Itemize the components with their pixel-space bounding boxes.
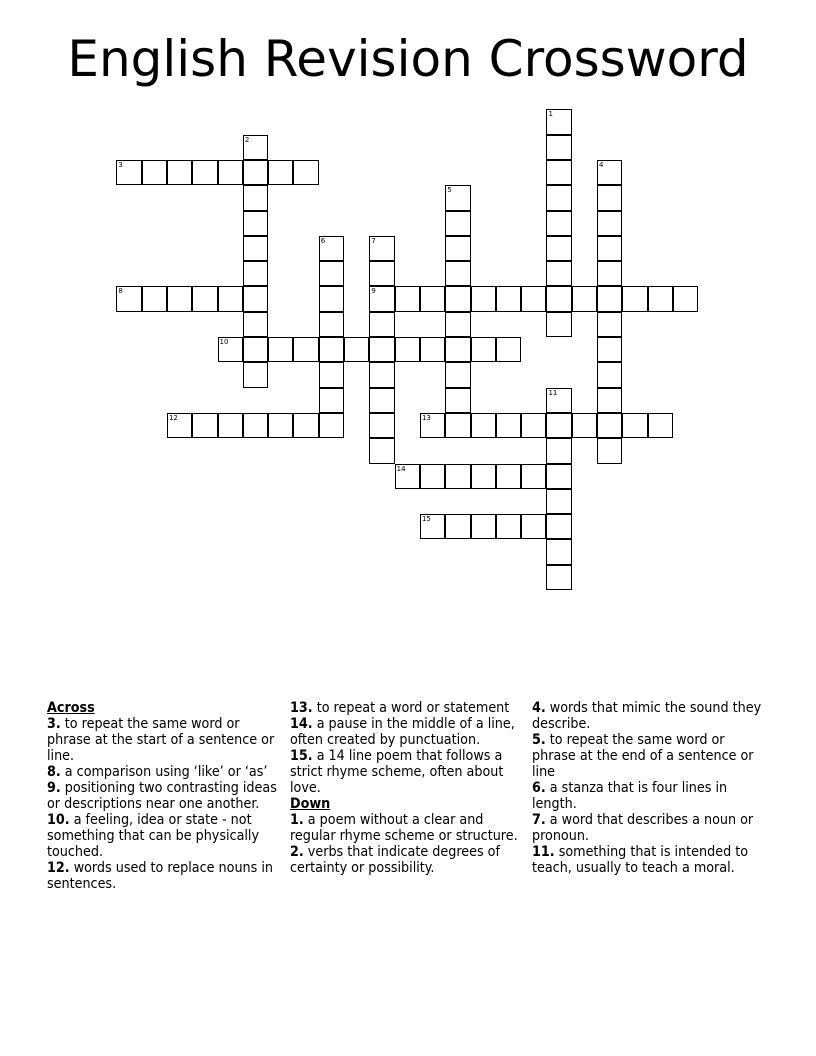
grid-cell[interactable] [319,413,344,438]
grid-cell[interactable] [546,565,571,590]
grid-cell[interactable] [243,286,268,311]
clue-number: 10. [47,812,70,828]
clue-number: 8. [47,764,61,780]
clue-number: 7. [532,812,546,828]
grid-cell[interactable] [572,413,597,438]
grid-cell[interactable] [445,413,470,438]
grid-cell[interactable] [546,438,571,463]
down-header: Down [290,796,331,812]
clue-text: words that mimic the sound they describe. [532,700,762,732]
clue-text: something that is intended to teach, usually to teach a moral. [532,844,749,876]
clue-number: 6. [532,780,546,796]
across-clue [290,700,522,716]
grid-cell[interactable] [546,211,571,236]
grid-cell[interactable] [344,337,369,362]
grid-cell[interactable] [546,312,571,337]
cell-number: 12 [168,413,178,422]
grid-cell[interactable] [546,539,571,564]
across-header: Across [47,700,95,716]
grid-cell[interactable] [369,286,394,311]
clues-column-1 [47,700,279,892]
grid-cell[interactable] [445,185,470,210]
grid-cell[interactable] [521,413,546,438]
grid-cell[interactable] [167,286,192,311]
grid-cell[interactable] [471,286,496,311]
grid-cell[interactable] [369,413,394,438]
page-title: English Revision Crossword [67,30,749,88]
across-clue [47,764,279,780]
grid-cell[interactable] [471,337,496,362]
grid-cell[interactable] [496,464,521,489]
across-clue [47,780,279,812]
grid-cell[interactable] [445,286,470,311]
grid-cell[interactable] [546,514,571,539]
grid-cell[interactable] [395,286,420,311]
grid-cell[interactable] [597,211,622,236]
across-clue [290,748,522,796]
clue-number: 12. [47,860,70,876]
clue-text: to repeat a word or statement [316,700,510,716]
grid-cell[interactable] [597,286,622,311]
clue-text: a comparison using ‘like’ or ‘as’ [64,764,268,780]
clue-text: a pause in the middle of a line, often created by punctuation. [290,716,515,748]
clue-text: to repeat the same word or phrase at the start of a sentence or line. [47,716,275,764]
grid-cell[interactable] [471,413,496,438]
grid-cell[interactable] [268,160,293,185]
grid-cell[interactable] [445,362,470,387]
grid-cell[interactable] [243,236,268,261]
cell-number: 9 [371,287,376,296]
grid-cell[interactable] [445,514,470,539]
cell-number: 11 [548,388,558,397]
clue-text: words used to replace nouns in sentences. [47,860,273,892]
down-clue [532,812,772,844]
grid-cell[interactable] [218,413,243,438]
grid-cell[interactable] [420,514,445,539]
grid-cell[interactable] [521,514,546,539]
clue-number: 15. [290,748,313,764]
grid-cell[interactable] [546,388,571,413]
cell-number: 2 [244,135,250,144]
grid-cell[interactable] [369,388,394,413]
grid-cell[interactable] [293,413,318,438]
grid-cell[interactable] [546,236,571,261]
grid-cell[interactable] [243,337,268,362]
grid-cell[interactable] [192,160,217,185]
across-clue [47,860,279,892]
clue-text: a word that describes a noun or pronoun. [532,812,754,844]
grid-cell[interactable] [268,337,293,362]
grid-cell[interactable] [319,312,344,337]
grid-cell[interactable] [319,362,344,387]
cell-number: 8 [118,287,123,296]
grid-cell[interactable] [546,413,571,438]
grid-cell[interactable] [218,160,243,185]
grid-cell[interactable] [546,286,571,311]
down-clue [290,844,522,876]
cell-number: 1 [548,110,553,119]
cell-number: 7 [371,236,376,245]
grid-cell[interactable] [116,286,141,311]
grid-cell[interactable] [597,388,622,413]
grid-cell[interactable] [648,413,673,438]
grid-cell[interactable] [243,413,268,438]
grid-cell[interactable] [546,185,571,210]
cell-number: 3 [118,160,123,169]
grid-cell[interactable] [496,413,521,438]
grid-cell[interactable] [546,261,571,286]
grid-cell[interactable] [293,337,318,362]
grid-cell[interactable] [218,337,243,362]
clues-column-2 [290,700,522,876]
clue-text: positioning two contrasting ideas or descriptions near one another. [47,780,277,812]
grid-cell[interactable] [218,286,243,311]
grid-cell[interactable] [420,337,445,362]
cell-number: 5 [447,186,452,195]
grid-cell[interactable] [648,286,673,311]
clue-number: 14. [290,716,313,732]
grid-cell[interactable] [167,160,192,185]
clue-number: 1. [290,812,304,828]
cell-number: 13 [421,413,431,422]
clue-number: 5. [532,732,546,748]
grid-cell[interactable] [369,438,394,463]
grid-cell[interactable] [445,388,470,413]
grid-cell[interactable] [445,464,470,489]
grid-cell[interactable] [597,362,622,387]
grid-cell[interactable] [319,286,344,311]
grid-cell[interactable] [243,362,268,387]
clue-number: 2. [290,844,304,860]
clue-number: 13. [290,700,313,716]
grid-cell[interactable] [293,160,318,185]
grid-cell[interactable] [496,286,521,311]
grid-cell[interactable] [597,185,622,210]
grid-cell[interactable] [445,211,470,236]
grid-cell[interactable] [142,160,167,185]
grid-cell[interactable] [445,337,470,362]
grid-cell[interactable] [597,413,622,438]
grid-cell[interactable] [622,413,647,438]
grid-cell[interactable] [192,286,217,311]
clues-column-3 [532,700,772,876]
clue-number: 11. [532,844,555,860]
grid-cell[interactable] [243,160,268,185]
grid-cell[interactable] [243,185,268,210]
grid-cell[interactable] [546,464,571,489]
down-clue [290,812,522,844]
grid-cell[interactable] [445,261,470,286]
grid-cell[interactable] [167,413,192,438]
grid-cell[interactable] [597,160,622,185]
grid-cell[interactable] [597,438,622,463]
grid-cell[interactable] [471,514,496,539]
grid-cell[interactable] [546,109,571,134]
cell-number: 15 [421,515,431,524]
grid-cell[interactable] [445,312,470,337]
grid-cell[interactable] [243,312,268,337]
clue-number: 4. [532,700,546,716]
grid-cell[interactable] [243,135,268,160]
grid-cell[interactable] [521,464,546,489]
down-clue [532,732,772,780]
grid-cell[interactable] [319,337,344,362]
grid-cell[interactable] [673,286,698,311]
grid-cell[interactable] [597,236,622,261]
across-clue [47,716,279,764]
grid-cell[interactable] [369,236,394,261]
cell-number: 10 [219,338,229,347]
clue-text: a feeling, idea or state - not something that can be physically touched. [47,812,260,860]
grid-cell[interactable] [420,413,445,438]
clue-text: a poem without a clear and regular rhyme scheme or structure. [290,812,518,844]
down-clue [532,844,772,876]
across-clue [290,716,522,748]
grid-cell[interactable] [597,261,622,286]
clue-number: 9. [47,780,61,796]
grid-cell[interactable] [622,286,647,311]
grid-cell[interactable] [369,261,394,286]
cell-number: 4 [599,160,604,169]
down-clue [532,780,772,812]
grid-cell[interactable] [496,514,521,539]
clue-text: verbs that indicate degrees of certainty or possibility. [290,844,500,876]
grid-cell[interactable] [597,337,622,362]
clue-text: a 14 line poem that follows a strict rhyme scheme, often about love. [290,748,504,796]
grid-cell[interactable] [420,464,445,489]
clue-text: a stanza that is four lines in length. [532,780,728,812]
grid-cell[interactable] [319,388,344,413]
grid-cell[interactable] [496,337,521,362]
grid-cell[interactable] [546,135,571,160]
grid-cell[interactable] [546,489,571,514]
clue-text: to repeat the same word or phrase at the end of a sentence or line [532,732,754,780]
across-clue [47,812,279,860]
grid-cell[interactable] [597,312,622,337]
grid-cell[interactable] [319,236,344,261]
cell-number: 6 [320,236,326,245]
grid-cell[interactable] [369,362,394,387]
grid-cell[interactable] [243,211,268,236]
grid-cell[interactable] [369,312,394,337]
grid-cell[interactable] [521,286,546,311]
grid-cell[interactable] [546,160,571,185]
grid-cell[interactable] [420,286,445,311]
grid-cell[interactable] [369,337,394,362]
grid-cell[interactable] [445,236,470,261]
grid-cell[interactable] [395,337,420,362]
grid-cell[interactable] [471,464,496,489]
clue-number: 3. [47,716,61,732]
grid-cell[interactable] [572,286,597,311]
grid-cell[interactable] [116,160,141,185]
down-clue [532,700,772,732]
grid-cell[interactable] [243,261,268,286]
grid-cell[interactable] [142,286,167,311]
grid-cell[interactable] [319,261,344,286]
cell-number: 14 [396,464,406,473]
grid-cell[interactable] [192,413,217,438]
grid-cell[interactable] [268,413,293,438]
grid-cell[interactable] [395,464,420,489]
